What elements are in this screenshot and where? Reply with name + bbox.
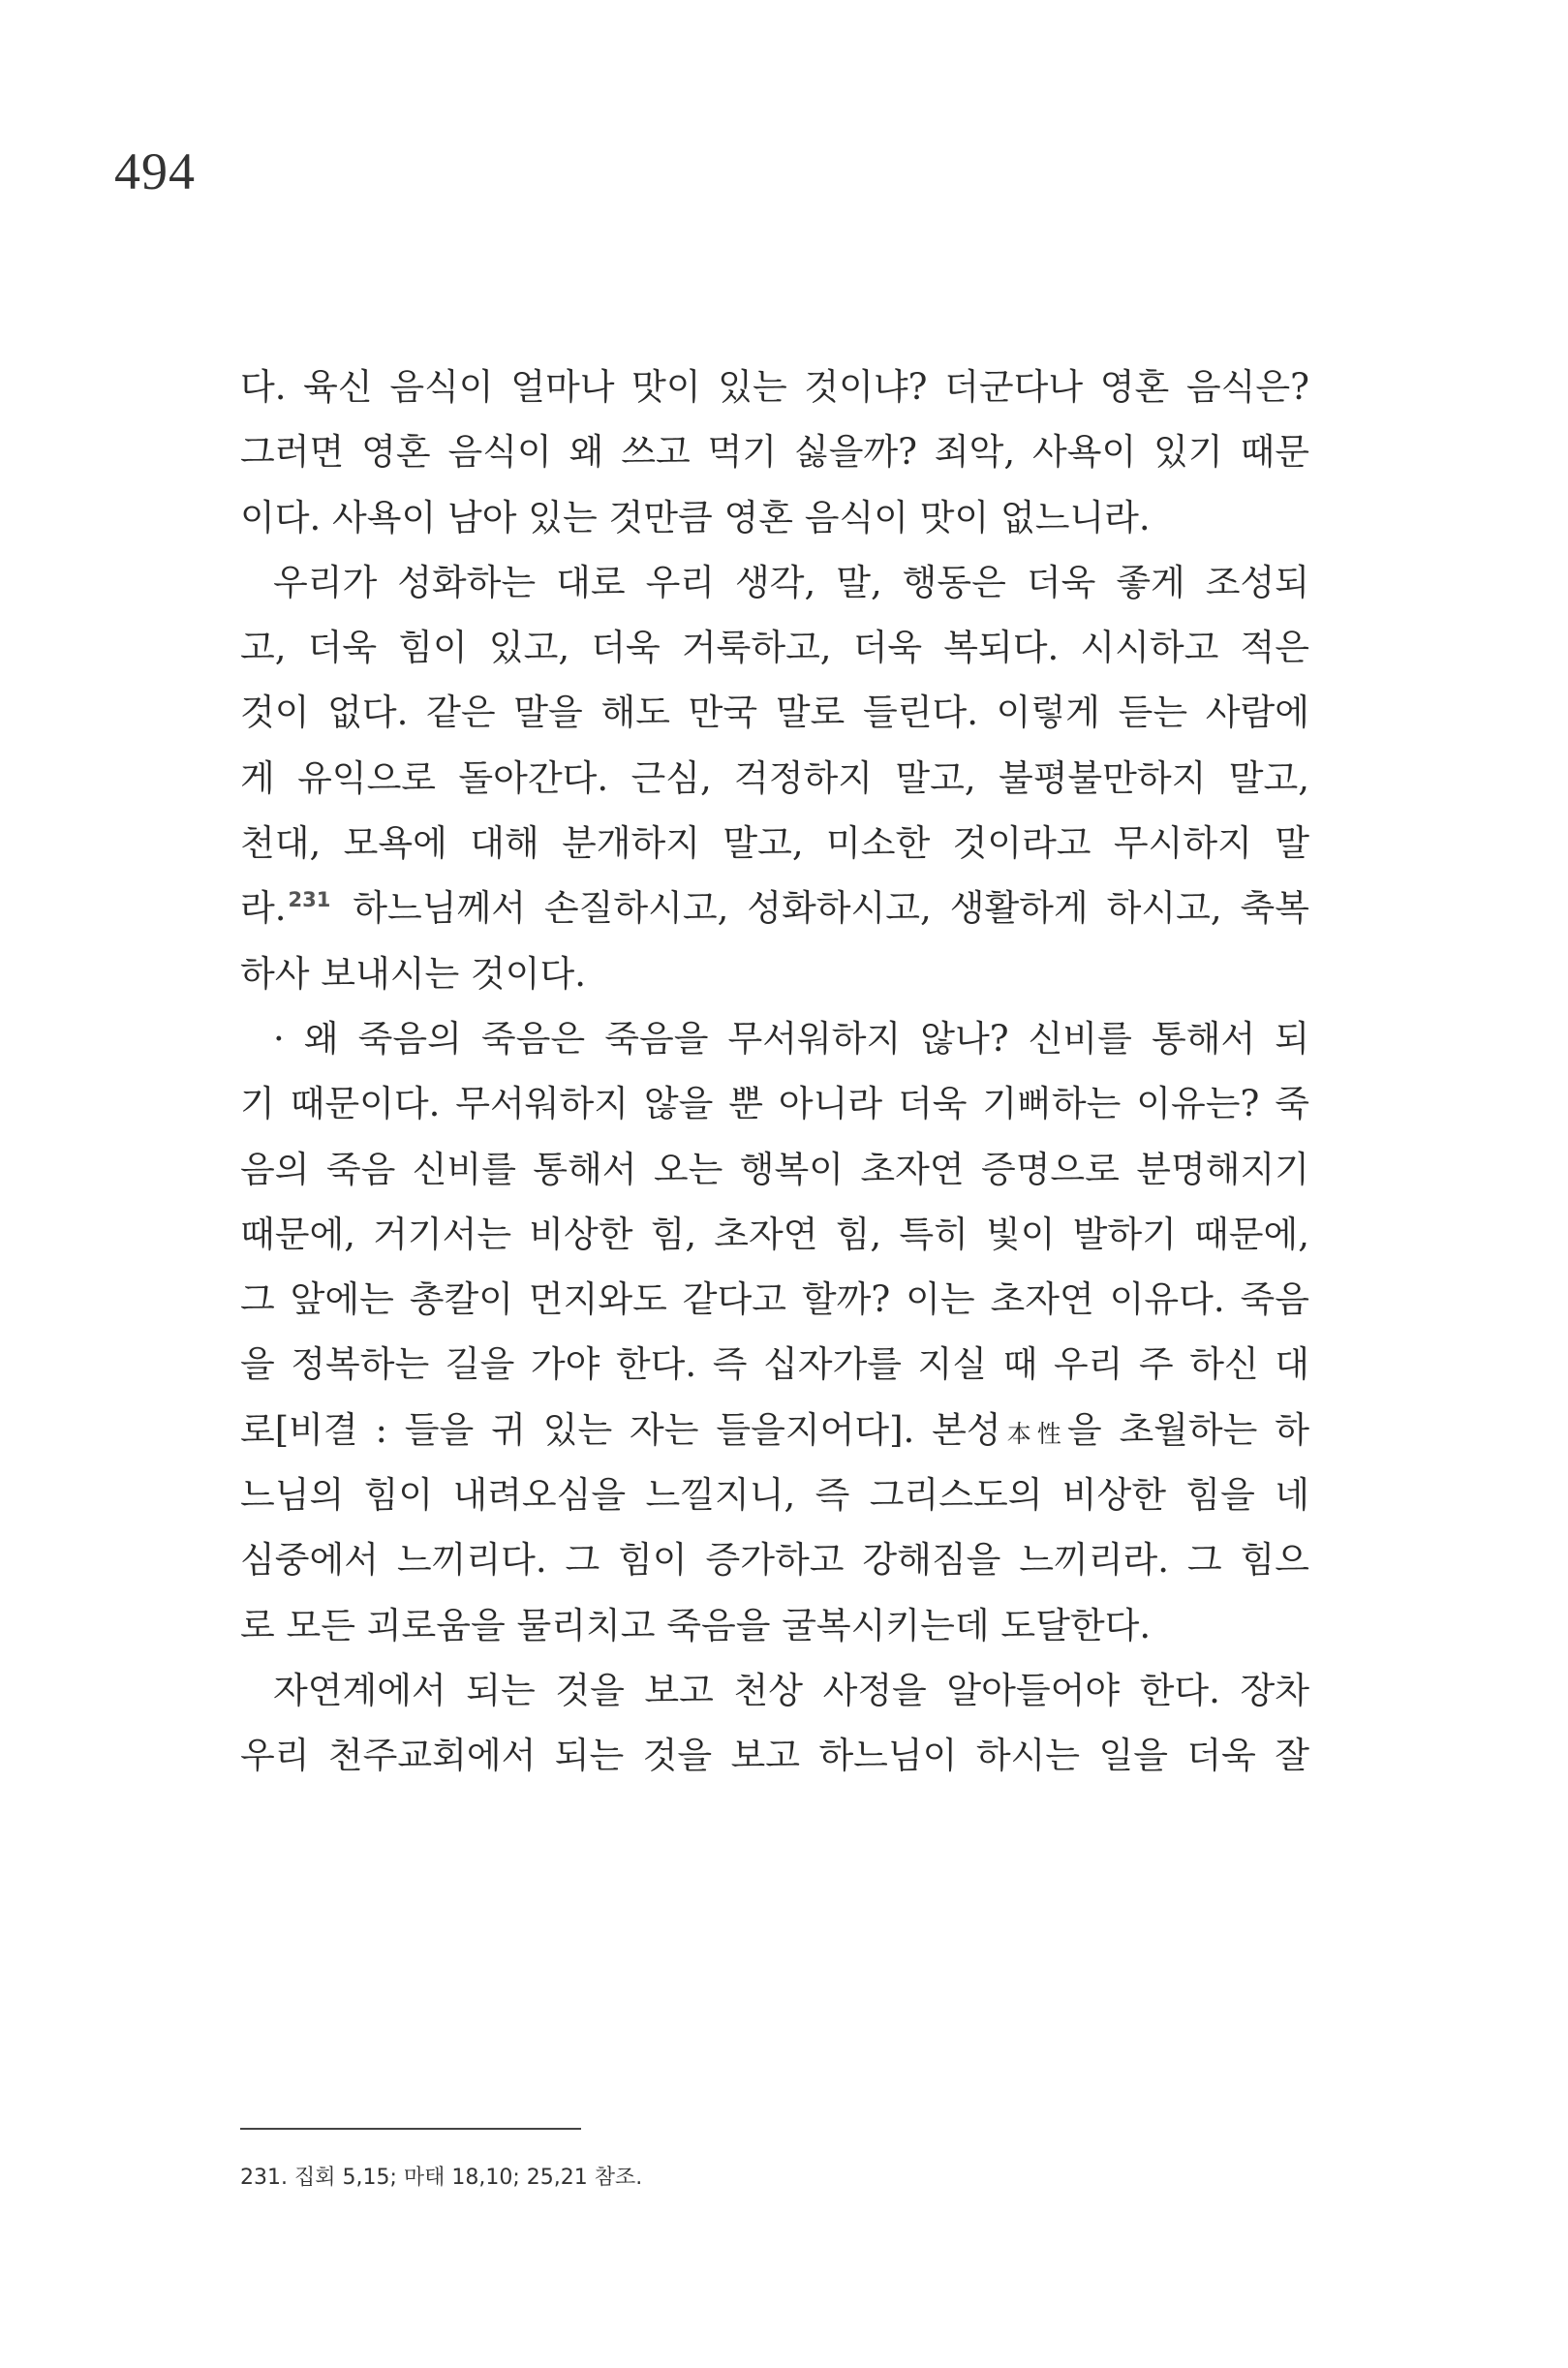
text-line: 음의 죽음 신비를 통해서 오는 행복이 초자연 증명으로 분명해지기	[240, 1148, 1309, 1190]
page-number: 494	[114, 142, 196, 200]
text-line: 기 때문이다. 무서워하지 않을 뿐 아니라 더욱 기뻐하는 이유는? 죽	[240, 1083, 1309, 1125]
footnote-divider	[240, 2128, 581, 2130]
text-line: 것이 없다. 같은 말을 해도 만국 말로 들린다. 이렇게 듣는 사람에	[240, 692, 1309, 734]
footnote-reference: 231	[288, 888, 331, 912]
text-line-with-hanja	[240, 1398, 1309, 1462]
footnote: 231. 집회 5,15; 마태 18,10; 25,21 참조.	[240, 2166, 643, 2190]
text-line: 우리가 성화하는 대로 우리 생각, 말, 행동은 더욱 좋게 조성되	[273, 561, 1309, 603]
text-line: 다. 육신 음식이 얼마나 맛이 있는 것이냐? 더군다나 영혼 음식은?	[240, 366, 1309, 408]
text-line: 그 앞에는 총칼이 먼지와도 같다고 할까? 이는 초자연 이유다. 죽음	[240, 1278, 1309, 1321]
text-line-with-footnote	[240, 876, 1309, 940]
text-line: 하사 보내시는 것이다.	[240, 952, 586, 995]
text-segment: 라.	[240, 887, 287, 930]
text-segment: 로[비결 : 들을 귀 있는 자는 들을지어다]. 본성	[240, 1408, 1001, 1451]
text-line: 게 유익으로 돌아간다. 근심, 걱정하지 말고, 불평불만하지 말고,	[240, 756, 1309, 799]
text-line: 을 정복하는 길을 가야 한다. 즉 십자가를 지실 때 우리 주 하신 대	[240, 1343, 1309, 1386]
text-segment: 을 초월하는 하	[1066, 1408, 1309, 1451]
text-line: 천대, 모욕에 대해 분개하지 말고, 미소한 것이라고 무시하지 말	[240, 822, 1309, 865]
hanja-annotation: 本性	[1000, 1419, 1067, 1448]
text-line: 이다. 사욕이 남아 있는 것만큼 영혼 음식이 맛이 없느니라.	[240, 496, 1151, 538]
text-line: 우리 천주교회에서 되는 것을 보고 하느님이 하시는 일을 더욱 잘	[240, 1735, 1309, 1777]
text-line: 느님의 힘이 내려오심을 느낄지니, 즉 그리스도의 비상한 힘을 네	[240, 1474, 1309, 1517]
text-line: · 왜 죽음의 죽음은 죽음을 무서워하지 않나? 신비를 통해서 되	[273, 1017, 1309, 1060]
body-text	[240, 354, 1309, 1789]
text-line: 고, 더욱 힘이 있고, 더욱 거룩하고, 더욱 복되다. 시시하고 적은	[240, 627, 1309, 669]
text-line: 심중에서 느끼리다. 그 힘이 증가하고 강해짐을 느끼리라. 그 힘으	[240, 1539, 1309, 1582]
text-line: 자연계에서 되는 것을 보고 천상 사정을 알아들어야 한다. 장차	[273, 1669, 1309, 1711]
text-line: 때문에, 거기서는 비상한 힘, 초자연 힘, 특히 빛이 발하기 때문에,	[240, 1213, 1309, 1255]
text-segment: 하느님께서 손질하시고, 성화하시고, 생활하게 하시고, 축복	[334, 887, 1309, 930]
text-line: 로 모든 괴로움을 물리치고 죽음을 굴복시키는데 도달한다.	[240, 1604, 1152, 1646]
text-line: 그러면 영혼 음식이 왜 쓰고 먹기 싫을까? 죄악, 사욕이 있기 때문	[240, 431, 1309, 474]
